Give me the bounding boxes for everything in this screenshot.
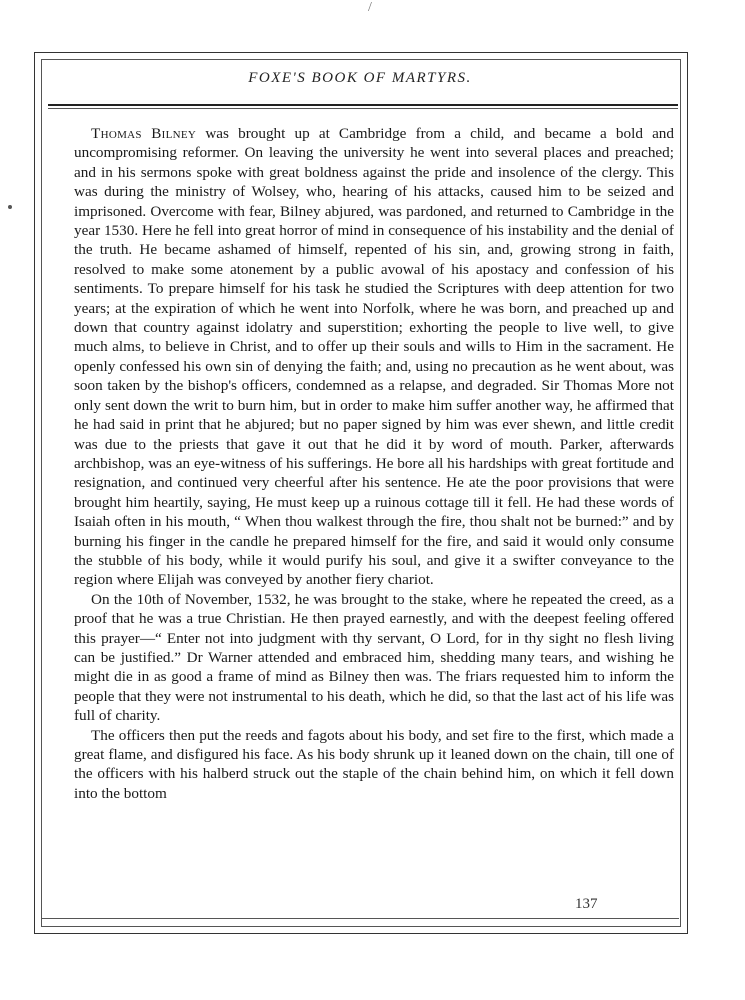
paragraph-2: On the 10th of November, 1532, he was brought to the stake, where he repeated the creed, as a proof that he was a true Christian. He then prayed earnestly, and with the deepest feeling offered this prayer—“ Enter not into judgment with thy servant, O Lord, for in thy sight no flesh living can be justified.” Dr Warner attended and embraced him, shedding many tears, and wishing he might die in as good a frame of mind as Bilney then was. The friars requested him to inform the people that they were not instrumental to his death, which he did, so that the last act of his life was full of charity. bbox=[74, 590, 674, 725]
ink-speck bbox=[8, 205, 12, 209]
paragraph-1-text: was brought up at Cambridge from a child, and became a bold and uncompromising reformer. On leaving the university he went into several places and preached; and in his sermons spoke with great boldness against the pride and insolence of the clergy. This was during the ministry of Wolsey, who, hearing of his attacks, caused him to be seized and imprisoned. Overcome with fear, Bilney abjured, was pardoned, and returned to Cambridge in the year 1530. Here he fell into great horror of mind in consequence of his instability and the denial of the truth. He became ashamed of himself, repented of his sin, and, growing strong in faith, resolved to make some atonement by a public avowal of his apostacy and confession of his sentiments. To prepare himself for his task he studied the Scriptures with deep attention for two years; at the expiration of which he went into Norfolk, where he was born, and preached up and down that country against idolatry and superstition; exhorting the people to live well, to give much alms, to believe in Christ, and to offer up their souls and wills to Him in the sacrament. He openly confessed his own sin of denying the faith; and, using no precaution as he went about, was soon taken by the bishop's officers, condemned as a relapse, and degraded. Sir Thomas More not only sent down the writ to burn him, but in order to make him suffer another way, he affirmed that he had said in print that he abjured; but no paper signed by him was ever shewn, and little credit was due to the priests that gave it out that he did it by word of mouth. Parker, afterwards archbishop, was an eye-witness of his sufferings. He bore all his hardships with great fortitude and resignation, and continued very cheerful after his sentence. He ate the poor provisions that were brought him heartily, saying, He must keep up a ruinous cottage till it fell. He had these words of Isaiah often in his mouth, “ When thou walkest through the fire, thou shalt not be burned:” and by burning his finger in the candle he prepared himself for the fire, and said it would only consume the stubble of his body, while it would purify his soul, and give it a swifter conveyance to the region where Elijah was conveyed by another fiery chariot. bbox=[74, 125, 674, 589]
page-number: 137 bbox=[575, 896, 598, 912]
lead-name: Thomas Bilney bbox=[91, 125, 197, 142]
header-rule-thick bbox=[48, 104, 678, 106]
paragraph-3: The officers then put the reeds and fagots about his body, and set fire to the first, which made a great flame, and disfigured his face. As his body shrunk up it leaned down on the chain, till one of the officers with his halberd struck out the staple of the chain behind him, on which it fell down into the bottom bbox=[74, 726, 674, 802]
footer-rule bbox=[41, 918, 679, 919]
paragraph-1 bbox=[74, 124, 674, 590]
article-body bbox=[74, 124, 674, 803]
top-page-mark: / bbox=[368, 0, 372, 15]
running-head: FOXE'S BOOK OF MARTYRS. bbox=[248, 70, 472, 86]
header-rule-thin bbox=[48, 108, 678, 109]
